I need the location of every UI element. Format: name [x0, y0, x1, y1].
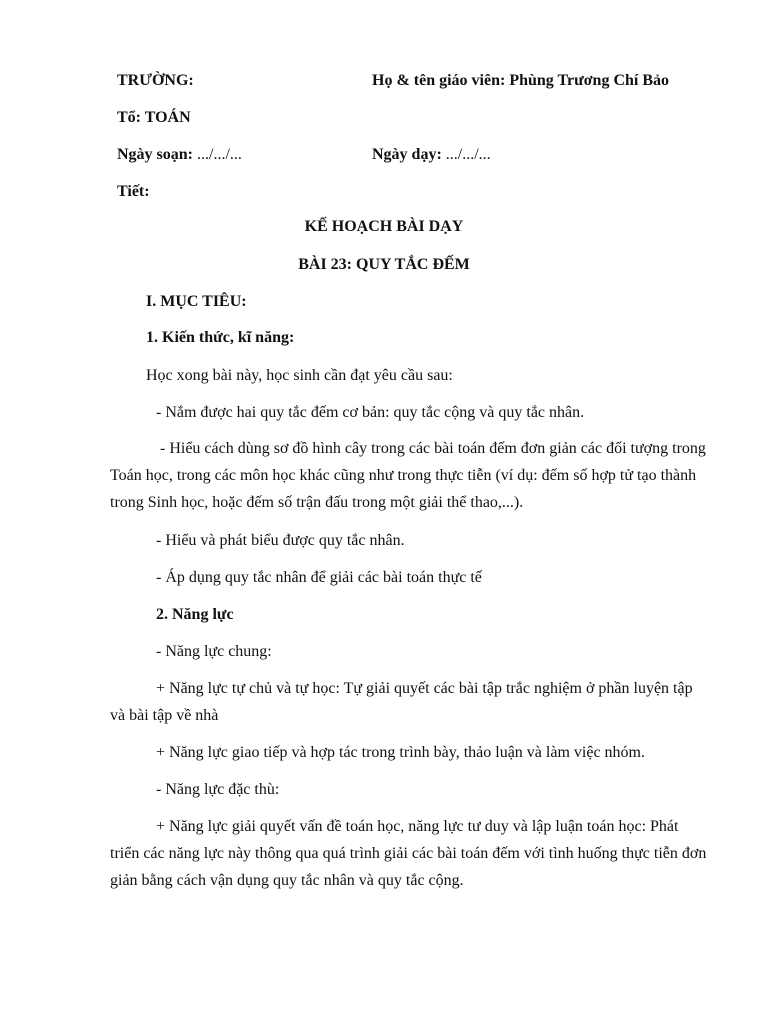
teach-date-value: .../.../...	[445, 146, 491, 163]
teacher-label: Họ & tên giáo viên:	[372, 72, 506, 89]
teach-date-label: Ngày dạy:	[372, 146, 442, 163]
general-item: + Năng lực giao tiếp và hợp tác trong trình bày, thảo luận và làm việc nhóm.	[156, 744, 645, 761]
specific-item-text: + Năng lực giải quyết vấn đề toán học, năng lực tư duy và lập luận toán học: Phát triển các năng lực này thông qua quá trình giải các bài toán đếm với tình huống thực tiễn đơn giản bằng cách vận dụng quy tắc nhân và quy tắc cộng.	[110, 818, 707, 889]
prep-date-line	[117, 145, 242, 165]
school-label: TRƯỜNG:	[117, 72, 194, 89]
group-label: Tổ: TOÁN	[117, 109, 191, 126]
general-item-long	[110, 675, 710, 729]
teacher-name: Phùng Trương Chí Bảo	[509, 72, 670, 89]
document-title: KẾ HOẠCH BÀI DẠY	[304, 218, 464, 235]
knowledge-item: - Nắm được hai quy tắc đếm cơ bản: quy tắc cộng và quy tắc nhân.	[156, 404, 585, 421]
specific-item-long	[110, 813, 710, 894]
knowledge-heading: 1. Kiến thức, kĩ năng:	[146, 329, 295, 346]
knowledge-item-text: - Hiểu cách dùng sơ đồ hình cây trong các bài toán đếm đơn giản các đối tượng trong Toán học, trong các môn học khác cũng như trong thực tiễn (ví dụ: đếm số hợp tử tạo thành trong Sinh học, hoặc đếm số trận đấu trong một giải thể thao,...).	[110, 440, 706, 511]
knowledge-item-long	[110, 435, 710, 516]
knowledge-item: - Áp dụng quy tắc nhân để giải các bài toán thực tế	[156, 569, 482, 586]
general-item-text: + Năng lực tự chủ và tự học: Tự giải quyết các bài tập trắc nghiệm ở phần luyện tập và bài tập về nhà	[110, 680, 693, 724]
lesson-title: BÀI 23: QUY TẮC ĐẾM	[298, 256, 470, 273]
general-competence-label: - Năng lực chung:	[156, 643, 272, 660]
prep-date-label: Ngày soạn:	[117, 146, 194, 163]
teach-date-line	[372, 145, 491, 165]
competence-heading: 2. Năng lực	[156, 606, 234, 623]
knowledge-item: - Hiểu và phát biểu được quy tắc nhân.	[156, 532, 405, 549]
prep-date-value: .../.../...	[197, 146, 242, 163]
teacher-line	[372, 71, 669, 91]
knowledge-intro: Học xong bài này, học sinh cần đạt yêu cầu sau:	[146, 367, 453, 384]
objectives-heading: I. MỤC TIÊU:	[146, 293, 247, 310]
period-label: Tiết:	[117, 183, 150, 200]
specific-competence-label: - Năng lực đặc thù:	[156, 781, 280, 798]
